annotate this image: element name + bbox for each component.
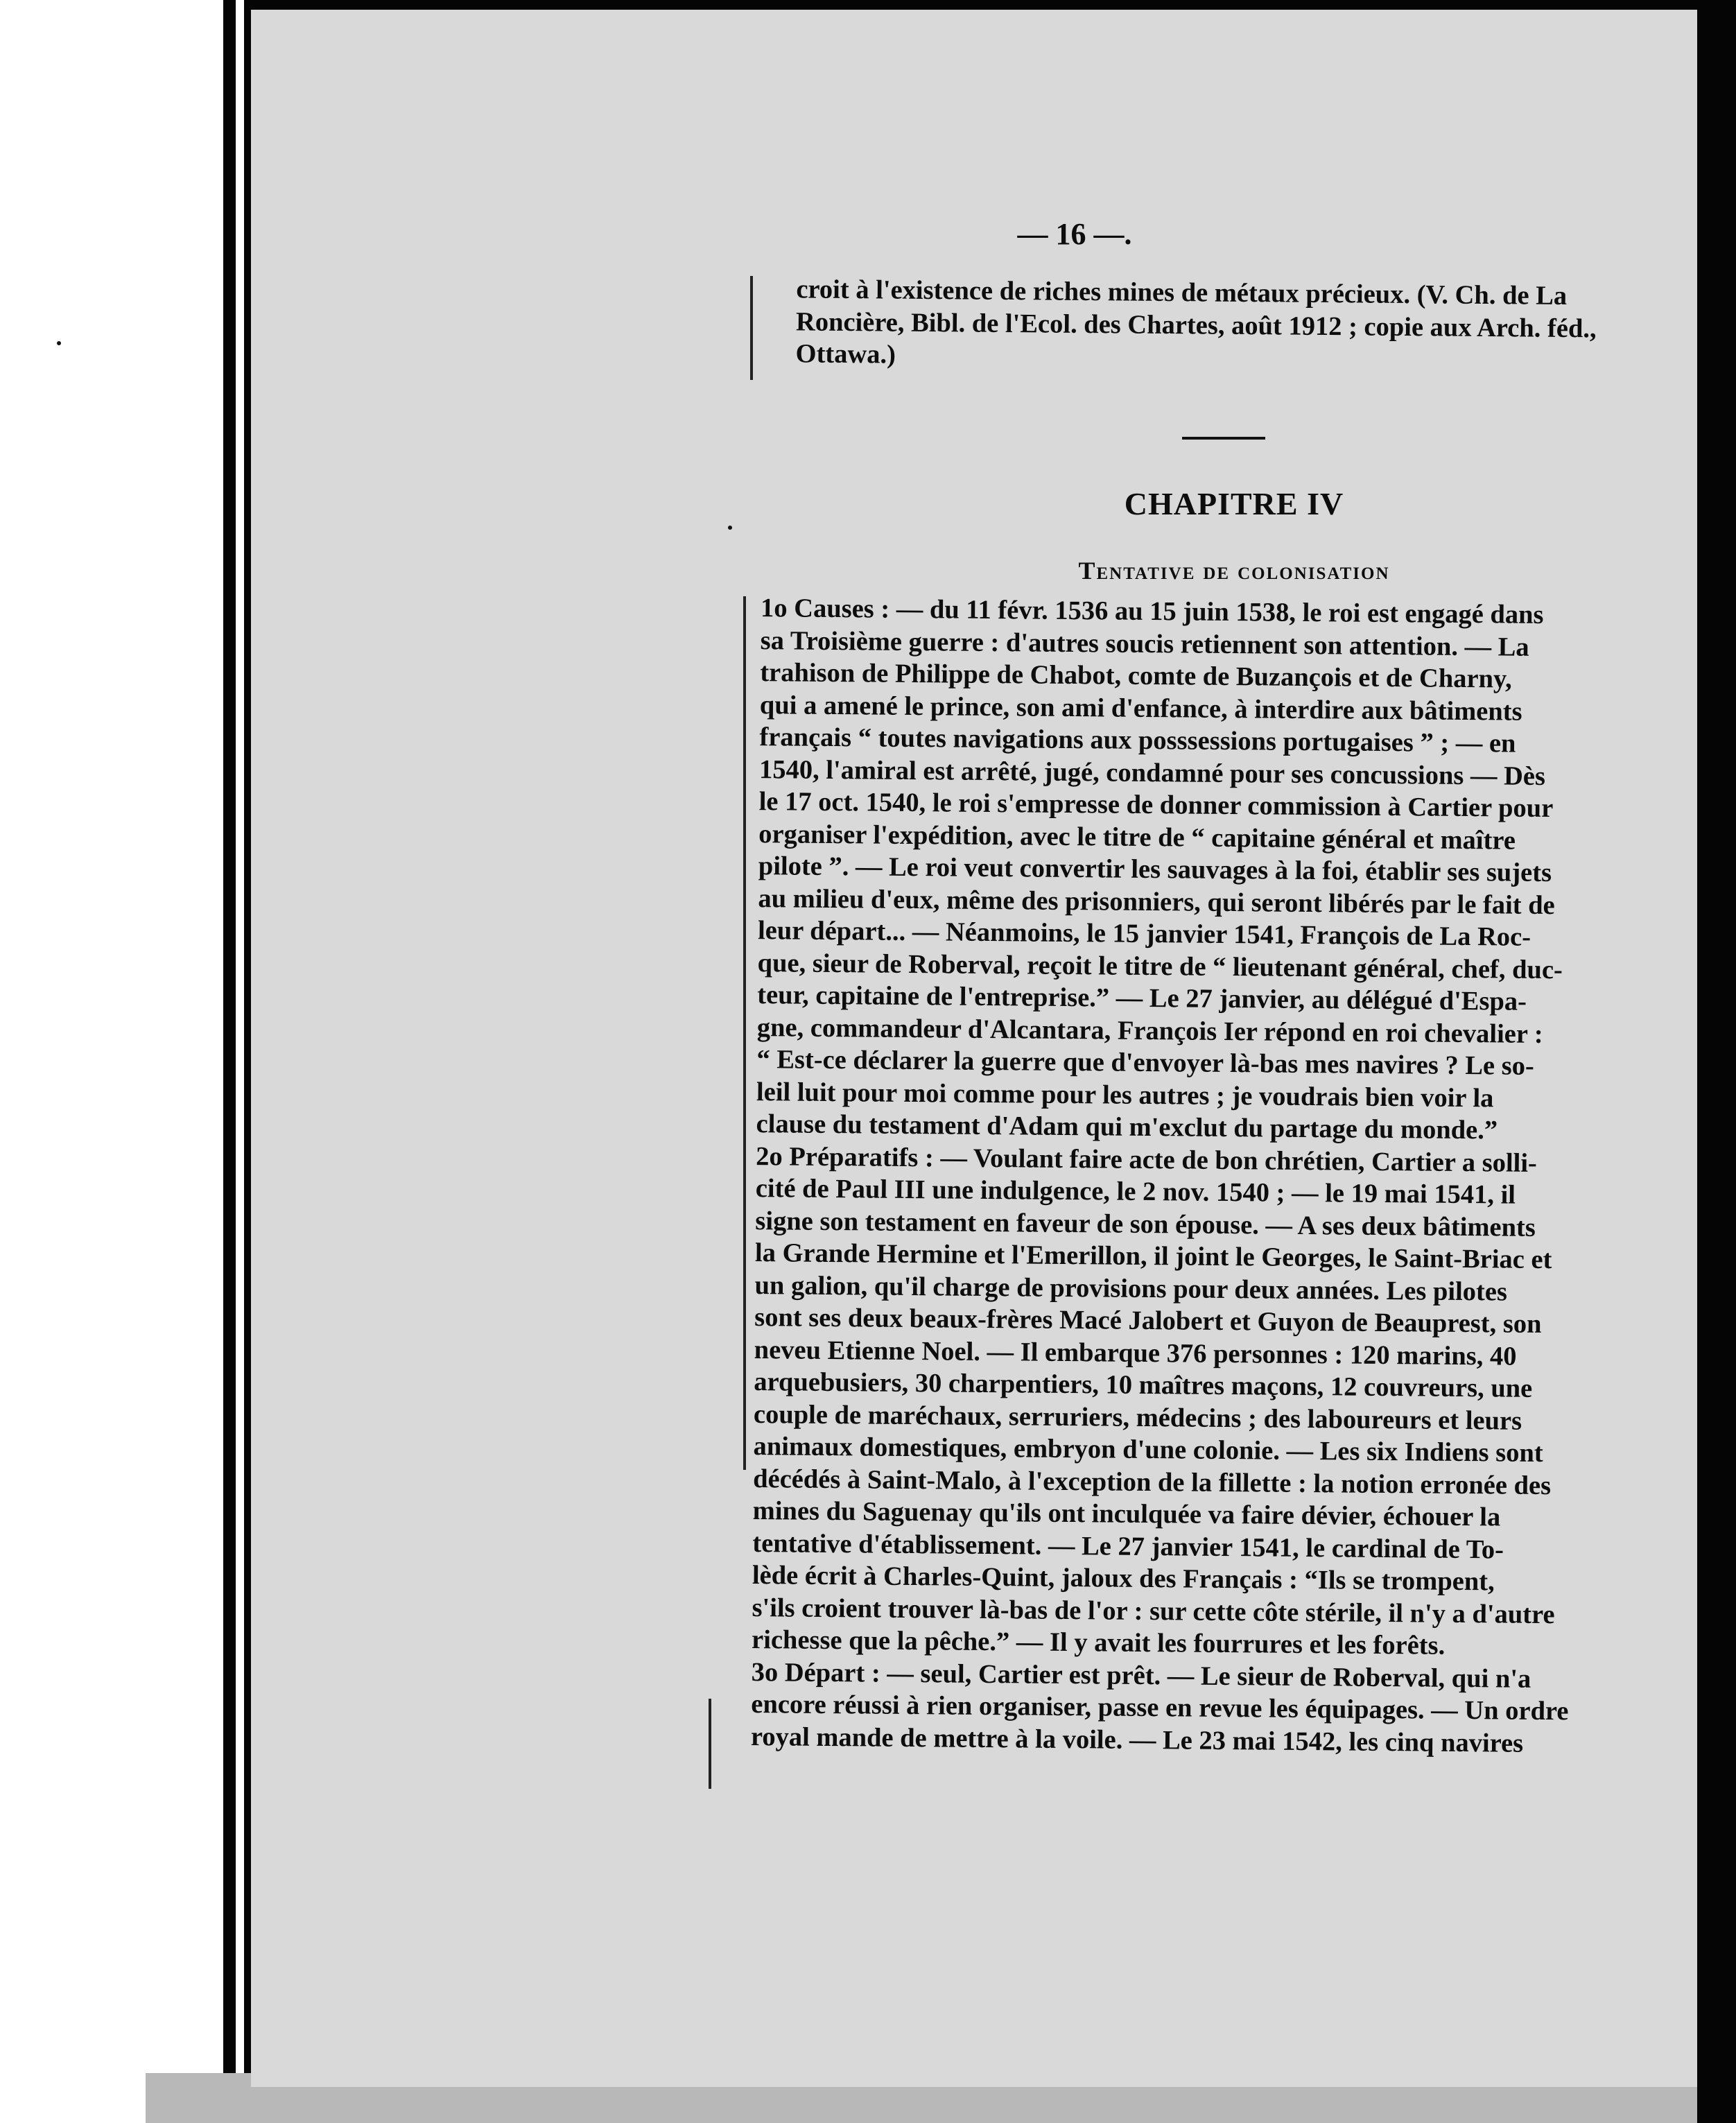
text-line: s'ils croient trouver là-bas de l'or : sur cette côte stérile, il n'y a d'autre [752, 1593, 1555, 1629]
footnote-line: croit à l'existence de riches mines de métaux précieux. (V. Ch. de La [796, 275, 1568, 311]
text-line: français “ toutes navigations aux posssessions portugaises ” ; — en [759, 722, 1516, 759]
text-line: couple de maréchaux, serruriers, médecins ; des laboureurs et leurs [753, 1399, 1522, 1436]
text-line: 2o Préparatifs : — Voulant faire acte de bon chrétien, Cartier a solli- [756, 1141, 1538, 1178]
text-line: lède écrit à Charles-Quint, jaloux des Français : “Ils se trompent, [752, 1561, 1495, 1597]
margin-bracket [743, 596, 746, 1470]
text-line: organiser l'expédition, avec le titre de “ capitaine général et maître [758, 819, 1516, 856]
text-line: animaux domestiques, embryon d'une colonie. — Les six Indiens sont [753, 1432, 1543, 1468]
speck [728, 526, 732, 530]
film-border-top [250, 0, 1699, 10]
film-margin [0, 0, 151, 2123]
chapter-title: CHAPITRE IV [1124, 486, 1344, 521]
text-line: neveu Etienne Noel. — Il embarque 376 personnes : 120 marins, 40 [754, 1335, 1517, 1371]
text-line: signe son testament en faveur de son épouse. — A ses deux bâtiments [755, 1206, 1536, 1242]
text-line: 1540, l'amiral est arrêté, jugé, condamné pour ses concussions — Dès [758, 754, 1546, 791]
text-line: leil luit pour moi comme pour les autres ; je voudrais bien voir la [756, 1077, 1494, 1113]
text-line: 3o Départ : — seul, Cartier est prêt. — Le sieur de Roberval, qui n'a [751, 1657, 1531, 1694]
text-line: trahison de Philippe de Chabot, comte de Buzançois et de Charny, [760, 658, 1512, 694]
text-line: “ Est-ce déclarer la guerre que d'envoyer là-bas mes navires ? Le so- [756, 1045, 1534, 1081]
page-number: — 16 —. [1017, 217, 1132, 251]
text-line: décédés à Saint-Malo, à l'exception de la fillette : la notion erronée des [752, 1464, 1552, 1500]
text-line: clause du testament d'Adam qui m'exclut du partage du monde.” [756, 1109, 1498, 1145]
text-line: 1o Causes : — du 11 févr. 1536 au 15 juin 1538, le roi est engagé dans [760, 593, 1544, 630]
footnote [795, 273, 1697, 378]
footnote-line: Roncière, Bibl. de l'Ecol. des Chartes, août 1912 ; copie aux Arch. féd., [795, 306, 1597, 343]
text-line: encore réussi à rien organiser, passe en revue les équipages. — Un ordre [751, 1690, 1569, 1726]
text-line: tentative d'établissement. — Le 27 janvier 1541, le cardinal de To- [752, 1528, 1504, 1565]
text-line: richesse que la pêche.” — Il y avait les fourrures et les forêts. [751, 1625, 1446, 1661]
text-line: royal mande de mettre à la voile. — Le 23 mai 1542, les cinq navires [750, 1722, 1524, 1758]
margin-bracket [709, 1699, 711, 1789]
text-line: un galion, qu'il charge de provisions pour deux années. Les pilotes [754, 1270, 1508, 1307]
text-line: le 17 oct. 1540, le roi s'empresse de donner commission à Cartier pour [758, 787, 1554, 824]
speck [57, 341, 61, 345]
separator-rule [1182, 437, 1265, 440]
text-line: sont ses deux beaux-frères Macé Jalobert et Guyon de Beauprest, son [754, 1303, 1542, 1339]
text-line: leur départ... — Néanmoins, le 15 janvier 1541, François de La Roc- [757, 916, 1531, 952]
text-line: teur, capitaine de l'entreprise.” — Le 27 janvier, au délégué d'Espa- [757, 980, 1527, 1016]
text-line: la Grande Hermine et l'Emerillon, il joint le Georges, le Saint-Briac et [754, 1238, 1552, 1275]
text-line: cité de Paul III une indulgence, le 2 nov. 1540 ; — le 19 mai 1541, il [755, 1174, 1516, 1210]
text-line: au milieu d'eux, même des prisonniers, qui seront libérés par le fait de [758, 883, 1555, 920]
text-line: que, sieur de Roberval, reçoit le titre de “ lieutenant général, chef, duc- [757, 948, 1563, 985]
footnote-line: Ottawa.) [795, 339, 896, 370]
body-text [751, 592, 1704, 1761]
text-line: qui a amené le prince, son ami d'enfance, à interdire aux bâtiments [759, 690, 1522, 727]
film-border [244, 0, 251, 2123]
text-line: pilote ”. — Le roi veut convertir les sauvages à la foi, établir ses sujets [758, 851, 1552, 888]
text-line: arquebusiers, 30 charpentiers, 10 maîtres maçons, 12 couvreurs, une [754, 1367, 1533, 1403]
text-line: mines du Saguenay qu'ils ont inculquée va faire dévier, échouer la [752, 1496, 1501, 1532]
text-line: gne, commandeur d'Alcantara, François Ier répond en roi chevalier : [756, 1012, 1543, 1049]
film-border [223, 0, 236, 2123]
section-title: Tentative de colonisation [1078, 557, 1390, 584]
footnote-bracket [750, 276, 753, 380]
text-line: sa Troisième guerre : d'autres soucis retiennent son attention. — La [760, 625, 1529, 662]
film-border-right [1697, 0, 1736, 2123]
